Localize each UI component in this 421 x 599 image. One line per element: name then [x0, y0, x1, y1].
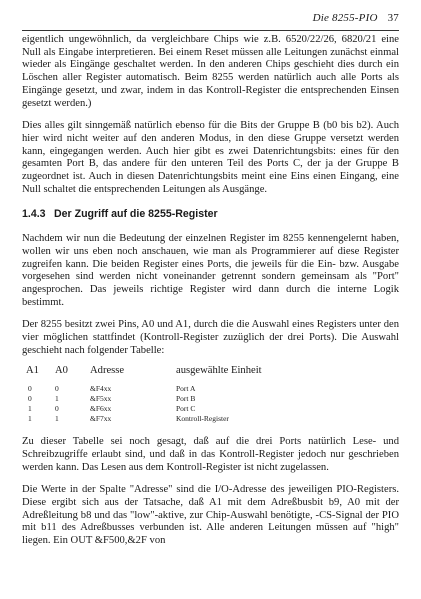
table-cell: Port A	[176, 384, 196, 394]
paragraph: Nachdem wir nun die Bedeutung der einzelnen Register im 8255 kennengelernt haben, wollen wir uns eben noch anschauen, wie man als Programmierer auf diese Register zugreifen kann. Die beiden Register eines Ports, die jeweils für die Ein- bzw. Ausgabe vorgesehen sind werden nicht voneinander getrennt sondern gemeinsam als "Port" angesprochen. Das jeweils richtige Register wird dann durch die interne Logik bestimmt.	[22, 233, 399, 308]
table-cell: 0	[28, 384, 32, 394]
column-header: Adresse	[90, 365, 125, 377]
table-cell: &F4xx	[90, 384, 112, 394]
table-cell: 1	[55, 394, 59, 404]
page-body	[22, 34, 399, 558]
table-cell: 0	[55, 384, 59, 394]
column-header: A1	[26, 365, 39, 377]
table-cell: 1	[28, 414, 32, 424]
section-heading	[22, 208, 399, 221]
column-header: A0	[55, 365, 68, 377]
table-cell: Kontroll-Register	[176, 414, 229, 424]
table-cell: 0	[55, 404, 59, 414]
table-cell: &F7xx	[90, 414, 112, 424]
header-title: Die 8255-PIO	[312, 12, 378, 24]
table-row	[22, 414, 336, 424]
paragraph: eigentlich ungewöhnlich, da vergleichbare Chips wie z.B. 6520/22/26, 6820/21 eine Null als Eingabe interpretieren. Bei einem Reset müssen alle Leitungen zunächst einmal wieder als Eingänge geschaltet werden. In den anderen Chips geschieht dies durch ein Löschen aller Register automatisch. Beim 8255 werden natürlich auch alle Ports als Eingänge gesetzt, und zwar, indem in das Kontroll-Register die entsprechenden Einsen gesetzt werden.)	[22, 34, 399, 109]
table-cell: 0	[28, 394, 32, 404]
paragraph: Die Werte in der Spalte "Adresse" sind die I/O-Adresse des jeweiligen PIO-Registers. Diese ergibt sich aus der Tatsache, daß A1 mit dem Adreßbusbit b9, A0 mit der Adreßleitung b8 und das "low"-aktive, zur Chip-Auswahl benötigte, -CS-Signal der PIO mit b11 des Adreßbusses verbunden ist. Alle anderen Leitungen müssen auf "high" liegen. Ein OUT &F500,&2F von	[22, 484, 399, 547]
paragraph: Der 8255 besitzt zwei Pins, A0 und A1, durch die die Auswahl eines Registers unter den vier möglichen stattfindet (Kontroll-Register zuzüglich der drei Ports). Die Auswahl geschieht nach folgender Tabelle:	[22, 319, 399, 356]
section-number: 1.4.3	[22, 208, 46, 221]
table-cell: &F5xx	[90, 394, 112, 404]
table-cell: &F6xx	[90, 404, 112, 414]
table-cell: 1	[55, 414, 59, 424]
paragraph: Zu dieser Tabelle sei noch gesagt, daß auf die drei Ports natürlich Lese- und Schreibzugriffe erlaubt sind, und daß in das Kontroll-Register jedoch nur geschrieben werden kann. Das Lesen aus dem Kontroll-Register ist nicht zugelassen.	[22, 436, 399, 473]
register-selection-table	[22, 365, 336, 424]
column-header: ausgewählte Einheit	[176, 365, 262, 377]
running-header	[313, 12, 399, 24]
page-number: 37	[387, 12, 399, 24]
table-row	[22, 384, 336, 394]
table-cell: Port C	[176, 404, 196, 414]
table-row	[22, 404, 336, 414]
table-header-row	[22, 365, 336, 384]
paragraph: Dies alles gilt sinngemäß natürlich ebenso für die Bits der Gruppe B (b0 bis b2). Auch hier wird nicht weiter auf den anderen Modus, in den diese Gruppe versetzt werden kann, eingegangen werden. Auch hier gibt es zwei Datenrichtungsbits: eines für den gesamten Port B, das andere für den unteren Teil des Ports C, der ja der Gruppe B zugeordnet ist. Auch in diesen Datenrichtungsbits meint eine Eins einen Eingang, eine Null schaltet die entsprechenden Leitungen als Ausgänge.	[22, 120, 399, 195]
table-cell: 1	[28, 404, 32, 414]
section-title: Der Zugriff auf die 8255-Register	[54, 208, 218, 221]
table-cell: Port B	[176, 394, 196, 404]
table-row	[22, 394, 336, 404]
header-rule	[22, 30, 399, 31]
